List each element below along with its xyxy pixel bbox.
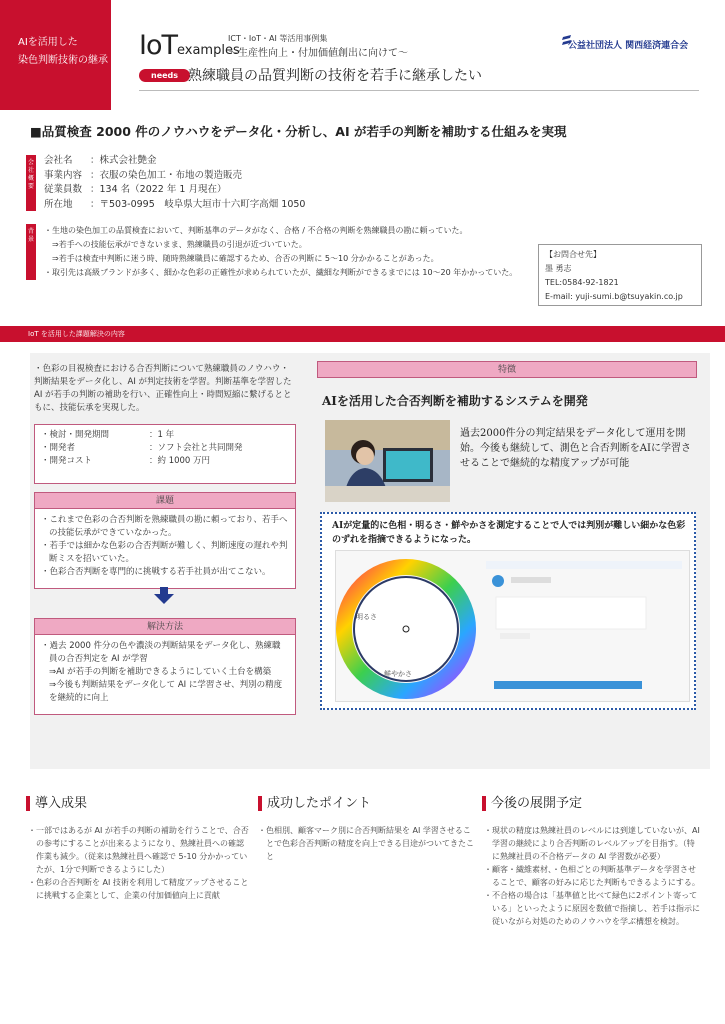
software-screenshot (335, 550, 690, 702)
list-item: ・ 色彩合否判断を専門的に挑戦する若手社員が出てこない。 (41, 566, 289, 579)
badge-line1: AIを活用した (18, 37, 78, 48)
project-label: ・開発者 (41, 443, 76, 453)
header-divider (139, 90, 699, 91)
header-badge (0, 0, 111, 110)
company-label: 会社名 (44, 155, 73, 166)
badge-line2: 染色判断技術の継承 (18, 55, 108, 66)
list-item: ・ 色相別、顧客マーク別に合否判断結果を AI 学習させることで色彩合否判断の精度を向上できる目途がついてきたこと (258, 824, 476, 863)
wheel-label-y: 明るさ (356, 613, 377, 621)
contact-email[interactable]: E-mail: yuji-sumi.b@tsuyakin.co.jp (545, 292, 683, 301)
issue-box (34, 509, 296, 589)
company-tag: 会社概要 (26, 155, 36, 211)
project-value: ：約 1000 万円 (149, 456, 211, 466)
list-item: ・ 若手では細かな色彩の合否判断が難しく、判断速度の遅れや判断ミスを招いていた。 (41, 540, 289, 566)
background-tag: 背景 (26, 224, 36, 280)
background-line: ⇒若手への技能伝承ができないまま、熟練職員の引退が近づいていた。 (44, 240, 307, 249)
company-row (44, 198, 313, 213)
feature-heading: 特徴 (317, 361, 697, 378)
company-label: 従業員数 (44, 184, 83, 195)
logo-small: examples (176, 43, 240, 58)
results-heading: 導入成果 (26, 796, 87, 811)
iot-logo (139, 30, 240, 61)
company-value: ：株式会社艶金 (90, 155, 157, 166)
organization-name: 公益社団法人 関西経済連合会 (568, 41, 689, 51)
list-item: ・ 現状の精度は熟練社員のレベルには到達していないが、AI 学習の継続により合否判断のレベルアップを目指す。（特に熟練社員の不合格データの AI 学習数が必要） (484, 824, 702, 863)
contact-tel: TEL:0584-92-1821 (545, 278, 619, 287)
section-bar: IoT を活用した課題解決の内容 (0, 326, 725, 342)
background-line: ・生地の染色加工の品質検査において、判断基準のデータがなく、合格 / 不合格の判断を熟練職員の勘に頼っていた。 (44, 226, 468, 235)
down-arrow-icon (154, 594, 174, 604)
list-item: ・ 不合格の場合は「基準値と比べて緑色に2ポイント寄っている」といったように原因を数値で指摘し、若手は指示に従いながら対処のためのノウハウを学ぶ構想を検討。 (484, 889, 702, 928)
project-info-box (34, 424, 296, 484)
project-value: ：ソフト会社と共同開発 (149, 443, 243, 453)
project-label: ・検討・開発期間 (41, 430, 110, 440)
background-line: ⇒若手は検査中判断に迷う時、随時熟練職員に確認するため、合否の判断に 5〜10 分かかることがあった。 (44, 254, 439, 263)
header-tagline: 〜生産性向上・付加価値創出に向けて〜 (228, 48, 408, 59)
feature-title: AIを活用した合否判断を補助するシステムを開発 (322, 394, 588, 408)
success-text (258, 824, 476, 863)
company-value: ：〒503-0995 岐阜県大垣市十六町字高畑 1050 (90, 198, 306, 210)
list-item: ⇒今後も判断結果をデータ化して AI に学習させ、判別の精度を継続的に向上 (49, 680, 283, 703)
background-list (44, 224, 534, 280)
company-row (44, 169, 313, 184)
solution-heading: 解決方法 (34, 618, 296, 635)
success-heading: 成功したポイント (258, 796, 371, 811)
project-row (41, 442, 243, 455)
list-item: ⇒AI が若手の判断を補助できるようにしていく土台を構築 (49, 667, 272, 677)
future-heading: 今後の展開予定 (482, 796, 582, 811)
company-label: 所在地 (44, 198, 73, 210)
list-item: ・ 一部ではあるが AI が若手の判断の補助を行うことで、合否の参考にすることが出来るようになり、熟練社員への確認作業も減少。（従来は熟練社員へ確認で 5-10 分かかっていたが、1分で判断できるようにした） (28, 824, 250, 876)
list-item: ・ 色彩の合否判断を AI 技術を利用して精度アップさせることに挑戦する企業として、企業の付加価値向上に貢献 (28, 876, 250, 902)
page-headline: ■品質検査 2000 件のノウハウをデータ化・分析し、AI が若手の判断を補助する仕組みを実現 (30, 124, 567, 139)
results-text (28, 824, 250, 902)
contact-title: 【お問合せ先】 (545, 250, 601, 259)
dotted-panel-text: AIが定量的に色相・明るさ・鮮やかさを測定することで人では判別が難しい細かな色彩のずれを指摘できるようになった。 (332, 521, 686, 545)
contact-name: 墨 勇志 (545, 264, 572, 273)
wheel-label-x: 鮮やかさ (384, 670, 412, 678)
needs-text: 熟練職員の品質判断の技術を若手に継承したい (188, 68, 482, 84)
solution-box (34, 635, 296, 715)
background-line: ・取引先は高級ブランドが多く、細かな色彩の正確性が求められていたが、繊細な判断ができるまでには 10〜20 年かかっていた。 (44, 268, 518, 277)
company-row (44, 183, 313, 198)
list-item: ・ これまで色彩の合否判断を熟練職員の勘に頼っており、若手への技能伝承ができていなかった。 (41, 514, 289, 540)
project-row (41, 455, 243, 468)
company-label: 事業内容 (44, 169, 83, 181)
company-value: ：134 名（2022 年 1 月現在） (90, 184, 227, 195)
worker-photo (325, 420, 450, 502)
intro-text: ・色彩の目視検査における合否判断について熟練職員のノウハウ・判断結果をデータ化し、AI が判定技術を学習。判断基準を学習した AI が若手の判断の補助を行い、正確性向上・時間短縮に繋げるとともに、技能伝承を実現した。 (34, 364, 292, 413)
needs-pill: needs (139, 69, 190, 82)
future-text (484, 824, 702, 928)
company-row (44, 154, 313, 169)
list-item: ・ 過去 2000 件分の色や濃淡の判断結果をデータ化し、熟練職員の合否判定を AI が学習 (41, 640, 289, 666)
project-value: ：1 年 (149, 430, 175, 440)
contact-box (538, 244, 702, 306)
issue-heading: 課題 (34, 492, 296, 509)
list-item: ・ 顧客・繊維素材、・色相ごとの判断基準データを学習させることで、顧客の好みに応じた判断もできるようにする。 (484, 863, 702, 889)
company-value: ：衣服の染色加工・布地の製造販売 (90, 169, 243, 181)
project-row (41, 429, 243, 442)
company-table (44, 154, 313, 212)
logo-main: IoT (139, 30, 177, 61)
project-label: ・開発コスト (41, 456, 93, 466)
feature-text: 過去2000件分の判定結果をデータ化して運用を開始。今後も継続して、測色と合否判断をAIに学習させることで継続的な精度アップが可能 (460, 428, 691, 469)
header-subtitle: ICT・IoT・AI 等活用事例集 (228, 34, 328, 43)
